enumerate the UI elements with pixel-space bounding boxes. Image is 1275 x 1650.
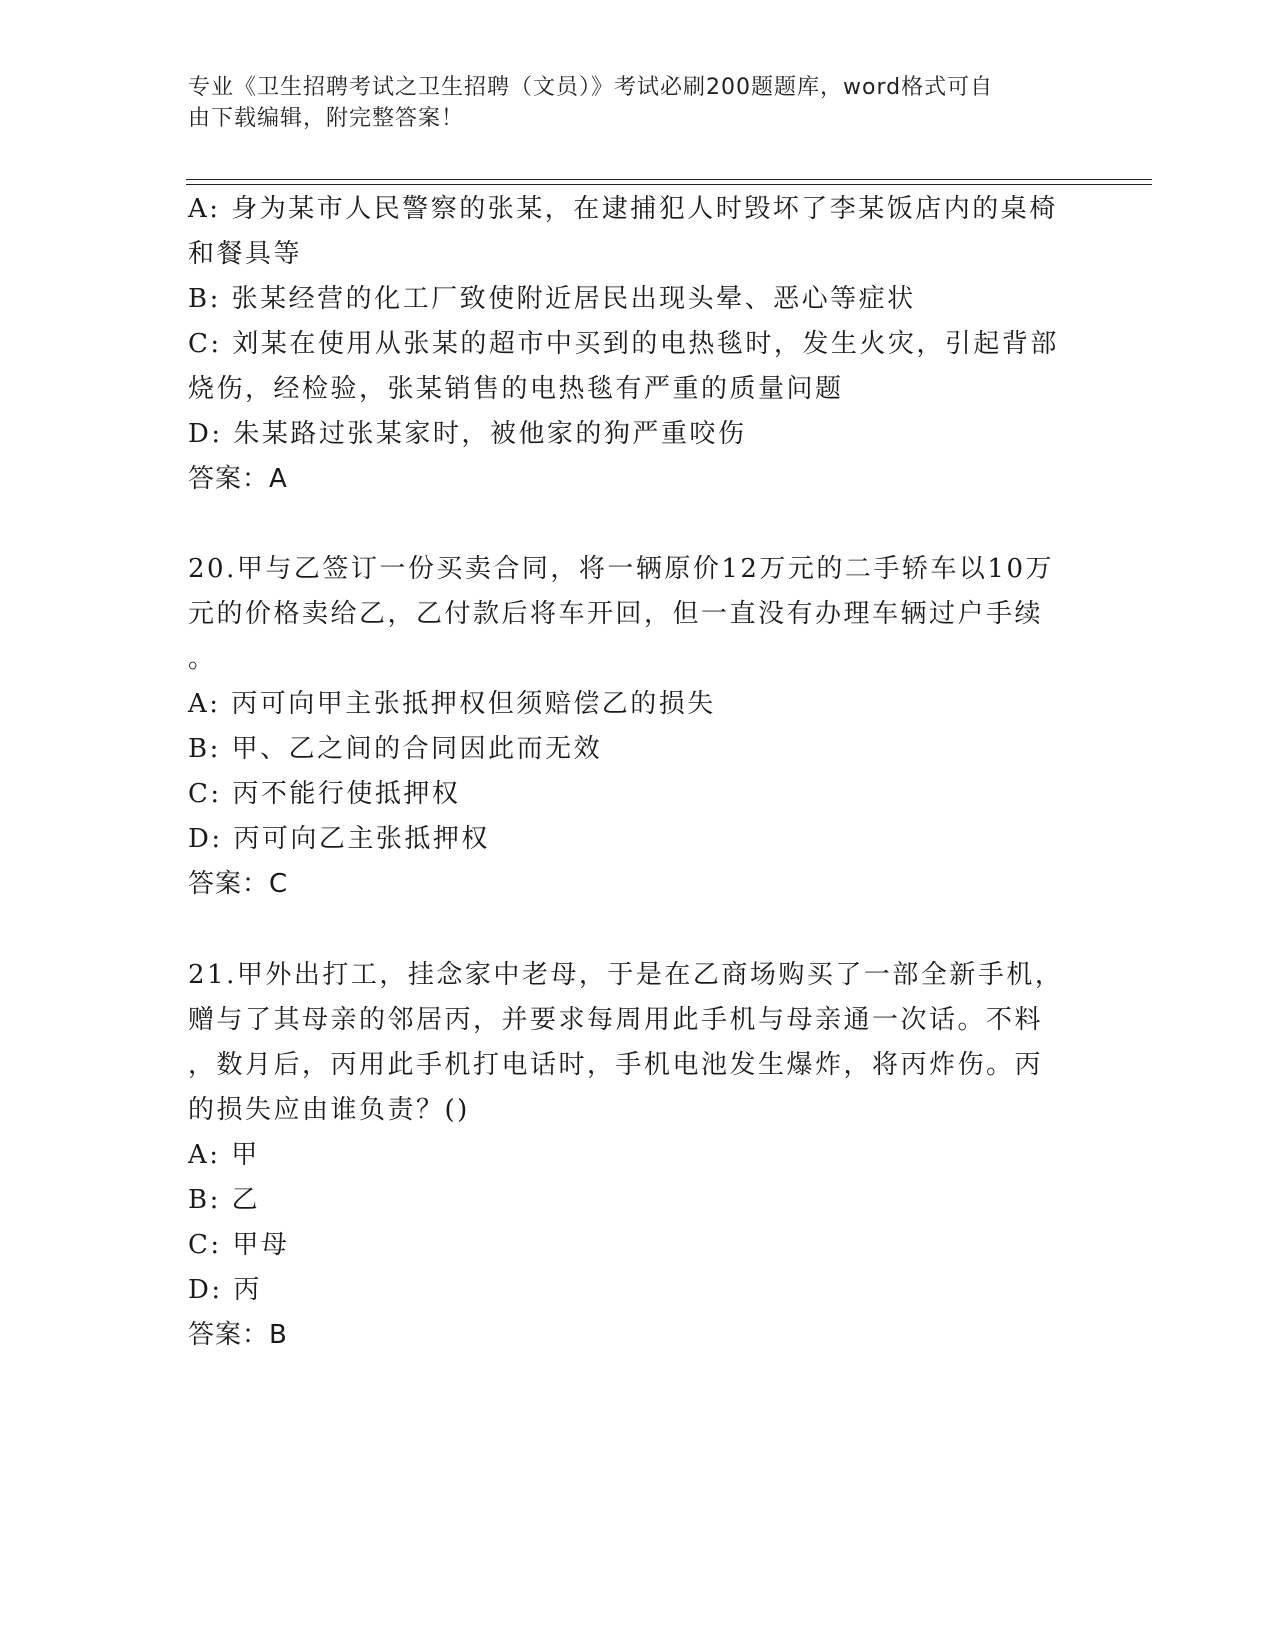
q20-answer: 答案：C <box>188 869 289 899</box>
q21-option-c: C: 甲母 <box>188 1230 290 1260</box>
q21-stem-line-4: 的损失应由谁负责？() <box>188 1095 470 1125</box>
header-title-line-1: 专业《卫生招聘考试之卫生招聘（文员）》考试必刷200题题库，word格式可自 <box>188 75 994 100</box>
q21-stem-line-3: ，数月后，丙用此手机打电话时，手机电池发生爆炸，将丙炸伤。丙 <box>188 1050 1044 1080</box>
q20-option-b: B: 甲、乙之间的合同因此而无效 <box>188 734 603 764</box>
q21-stem-line-1: 21.甲外出打工，挂念家中老母，于是在乙商场购买了一部全新手机， <box>188 960 1064 990</box>
header-rule-top <box>186 179 1152 180</box>
q20-option-c: C: 丙不能行使抵押权 <box>188 779 461 809</box>
q19-option-b: B: 张某经营的化工厂致使附近居民出现头晕、恶心等症状 <box>188 284 916 314</box>
q19-option-c-line-2: 烧伤，经检验，张某销售的电热毯有严重的质量问题 <box>188 374 844 404</box>
spacer <box>188 907 1068 953</box>
question-21 <box>188 953 1068 1358</box>
header-rule-bottom <box>186 184 1152 185</box>
q21-stem-line-2: 赠与了其母亲的邻居丙，并要求每周用此手机与母亲通一次话。不料 <box>188 1005 1044 1035</box>
q21-option-b: B: 乙 <box>188 1185 261 1215</box>
q20-stem-line-3: 。 <box>188 644 217 674</box>
q20-stem-line-1: 20.甲与乙签订一份买卖合同，将一辆原价12万元的二手轿车以10万 <box>188 554 1055 584</box>
q19-option-d: D: 朱某路过张某家时，被他家的狗严重咬伤 <box>188 419 747 449</box>
q21-option-a: A: 甲 <box>188 1140 260 1170</box>
q20-option-a: A: 丙可向甲主张抵押权但须赔偿乙的损失 <box>188 689 716 719</box>
spacer <box>188 502 1068 547</box>
q19-option-c-line-1: C: 刘某在使用从张某的超市中买到的电热毯时，发生火灾，引起背部 <box>188 329 1059 359</box>
document-header <box>188 72 1068 134</box>
question-20 <box>188 547 1068 907</box>
q19-option-a-line-2: 和餐具等 <box>188 239 303 269</box>
q19-option-a-line-1: A: 身为某市人民警察的张某，在逮捕犯人时毁坏了李某饭店内的桌椅 <box>188 194 1058 224</box>
q20-option-d: D: 丙可向乙主张抵押权 <box>188 824 490 854</box>
q21-answer: 答案：B <box>188 1320 288 1350</box>
header-title-line-2: 由下载编辑，附完整答案！ <box>188 106 465 131</box>
q21-option-d: D: 丙 <box>188 1275 262 1305</box>
document-body <box>188 187 1068 1358</box>
q20-stem-line-2: 元的价格卖给乙，乙付款后将车开回，但一直没有办理车辆过户手续 <box>188 599 1044 629</box>
q19-answer: 答案：A <box>188 464 288 494</box>
question-19-options <box>188 187 1068 502</box>
